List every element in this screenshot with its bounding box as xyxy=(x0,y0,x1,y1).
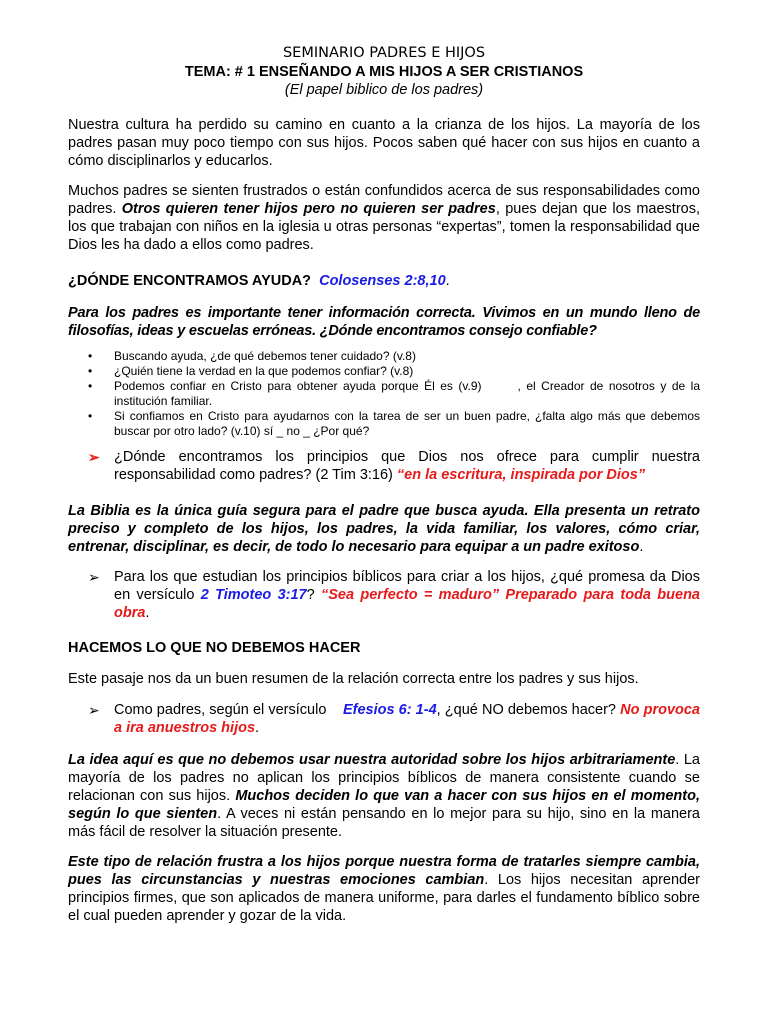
list-item xyxy=(68,379,700,409)
question-3-mid: , ¿qué NO debemos hacer? xyxy=(436,702,621,718)
bullet3-tail: , el Creador de nosotros y de la institución familiar. xyxy=(114,379,700,408)
question-2 xyxy=(68,568,700,622)
question-1 xyxy=(68,448,700,484)
question-2-text: Para los que estudian los principios bíblicos para criar a los hijos, ¿qué promesa da Dios en versículo xyxy=(114,569,700,603)
document-page xyxy=(68,44,700,925)
section1-ref-end: . xyxy=(445,273,450,289)
section2-paragraph-2 xyxy=(68,853,700,925)
arrow-bullet-icon: ➢ xyxy=(88,449,100,465)
arrow-bullet-icon: ➢ xyxy=(88,569,100,585)
list-item: • Buscando ayuda, ¿de qué debemos tener cuidado? (v.8) xyxy=(68,349,700,364)
section1-bullet-list xyxy=(68,349,700,439)
intro-p2-text-a: Muchos padres se sienten frustrados o están confundidos acerca de sus responsabilidades como padres. xyxy=(68,183,700,217)
topic-title: TEMA: # 1 ENSEÑANDO A MIS HIJOS A SER CRISTIANOS xyxy=(184,64,584,80)
section2-p2-text: . Los hijos necesitan aprender principios firmes, que son aplicados de manera uniforme, para darles el fundamento bíblico sobre el cual pueden aprender y gozar de la vida. xyxy=(68,872,700,924)
bible-statement-text: La Biblia es la única guía segura para el padre que busca ayuda. Ella presenta un retrato preciso y completo de los hijos, los padres, la vida familiar, los valores, cómo criar, entrenar, disciplinar, es decir, de todo lo necesario para equipar a un padre exitoso xyxy=(68,503,700,555)
section2-intro: Este pasaje nos da un buen resumen de la relación correcta entre los padres y sus hijos. xyxy=(68,671,639,687)
section2-heading: HACEMOS LO QUE NO DEBEMOS HACER xyxy=(68,640,361,656)
arrow-bullet-icon: ➢ xyxy=(88,702,100,718)
section1-heading: ¿DÓNDE ENCONTRAMOS AYUDA? xyxy=(68,273,312,289)
list-item: • ¿Quién tiene la verdad en la que podemos confiar? (v.8) xyxy=(68,364,700,379)
section2-p2-emphasis: Este tipo de relación frustra a los hijos porque nuestra forma de tratarles siempre cambia, pues las circunstancias y nuestras emociones cambian xyxy=(68,854,700,888)
intro-paragraph-1: Nuestra cultura ha perdido su camino en cuanto a la crianza de los hijos. La mayoría de los padres pasan muy poco tiempo con sus hijos. Pocos saben qué hacer con sus hijos en cuanto a cómo disciplinarlos y educarlos. xyxy=(68,117,700,169)
question-2-mid: ? xyxy=(306,587,322,603)
section2-paragraph-1 xyxy=(68,751,700,841)
question-2-reference: 2 Timoteo 3:17 xyxy=(200,587,307,603)
intro-p2-text-c: , pues dejan que los maestros, los que trabajan con niños en la iglesia u otras personas “expertas”, tomen la responsabilidad que Dios les ha dado a ellos como padres. xyxy=(68,201,700,253)
intro-paragraph-2 xyxy=(68,182,700,254)
section2-p1-text-d: . A veces ni están pensando en lo mejor para su hijo, sino en la manera más fácil de resolver la situación presente. xyxy=(68,806,700,840)
section2-p1-emphasis-c: Muchos deciden lo que van a hacer con sus hijos en el momento, según lo que sienten xyxy=(68,788,700,822)
question-1-answer: “en la escritura, inspirada por Dios” xyxy=(396,467,646,483)
seminar-title: SEMINARIO PADRES E HIJOS xyxy=(282,45,486,61)
bible-statement xyxy=(68,502,700,556)
intro-p2-emphasis: Otros quieren tener hijos pero no quieren ser padres xyxy=(121,201,496,217)
bible-statement-end: . xyxy=(639,539,644,555)
question-3-reference: Efesios 6: 1-4 xyxy=(342,702,437,718)
question-3-end: . xyxy=(255,720,260,736)
section2-p1-text-b: . La mayoría de los padres no aplican los principios bíblicos de manera consistente cuando se relacionan con sus hijos. xyxy=(68,752,700,804)
question-3 xyxy=(68,701,700,737)
section1-lead: Para los padres es importante tener información correcta. Vivimos en un mundo lleno de filosofías, ideas y escuelas erróneas. ¿Dónde encontramos consejo confiable? xyxy=(68,305,700,339)
section1-heading-line xyxy=(68,272,700,290)
question-3-answer: No provoca a ira anuestros hijos xyxy=(114,702,700,736)
question-3-text: Como padres, según el versículo xyxy=(114,702,331,718)
question-1-text: ¿Dónde encontramos los principios que Dios nos ofrece para cumplir nuestra responsabilidad como padres? (2 Tim 3:16) xyxy=(114,449,700,483)
section2-p1-emphasis-a: La idea aquí es que no debemos usar nuestra autoridad sobre los hijos arbitrariamente xyxy=(68,752,676,768)
question-2-end: . xyxy=(145,605,150,621)
bullet3-text: Podemos confiar en Cristo para obtener ayuda porque Él es (v.9) xyxy=(114,379,482,393)
list-item: • Si confiamos en Cristo para ayudarnos con la tarea de ser un buen padre, ¿falta algo más que debemos buscar por otro lado? (v.10) sí _ no _ ¿Por qué? xyxy=(68,409,700,439)
question-2-answer: “Sea perfecto = maduro” Preparado para toda buena obra xyxy=(114,587,700,621)
section1-reference: Colosenses 2:8,10 xyxy=(319,273,446,289)
subtitle: (El papel biblico de los padres) xyxy=(284,82,484,98)
